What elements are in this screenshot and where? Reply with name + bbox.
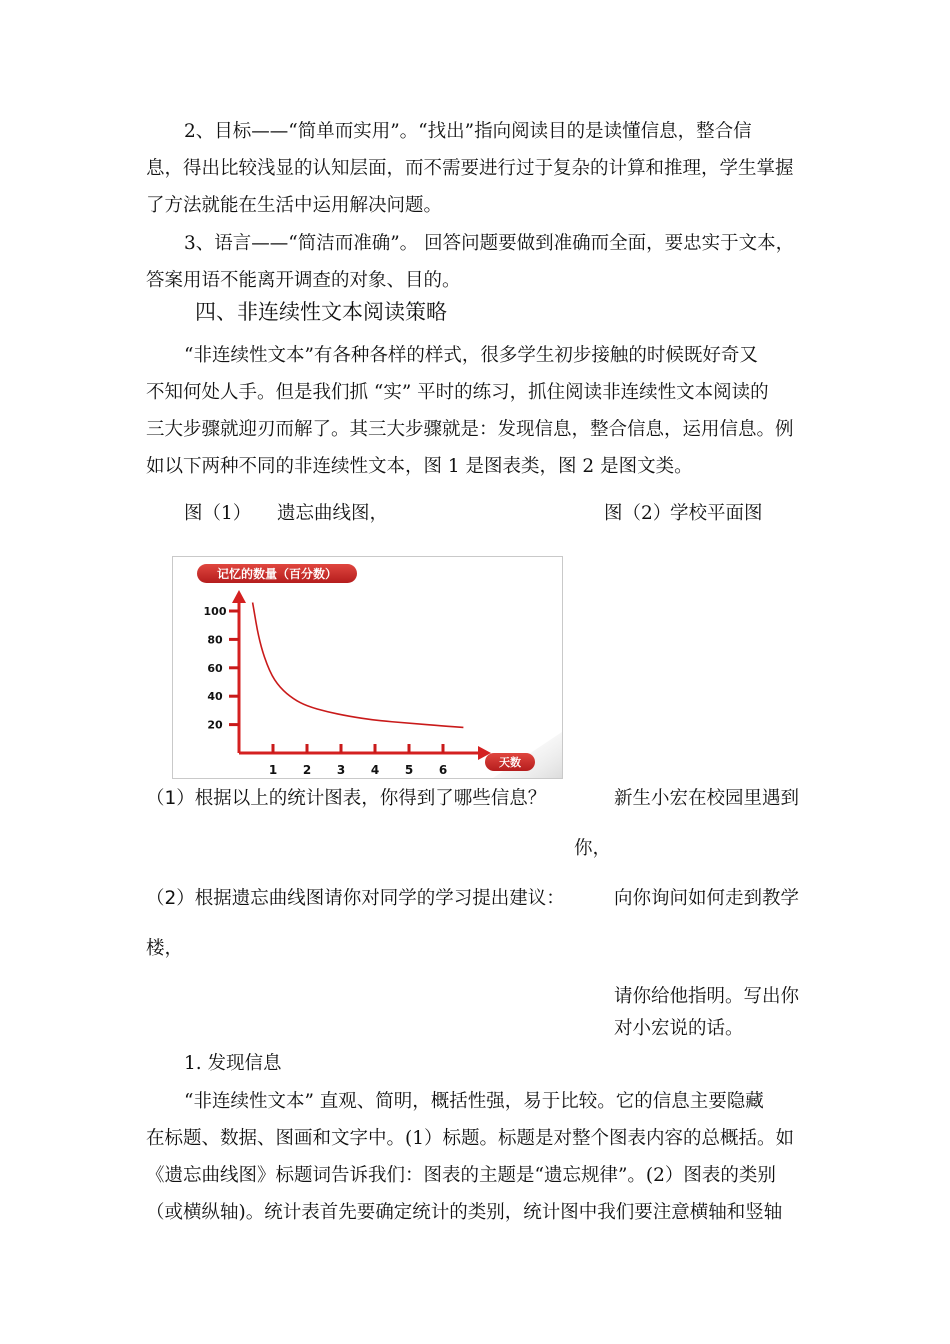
paragraph-intro-line: 如以下两种不同的非连续性文本，图 1 是图表类，图 2 是图文类。 (146, 456, 693, 477)
figure1-label: 图（1） (184, 503, 252, 524)
chart-svg (173, 557, 562, 778)
paragraph-discover-line: “非连续性文本” 直观、简明，概括性强，易于比较。它的信息主要隐藏 (184, 1091, 764, 1112)
y-tick-label: 100 (203, 605, 227, 618)
figure2-title: 学校平面图 (670, 503, 763, 524)
paragraph-intro-line: “非连续性文本”有各种各样的样式，很多学生初步接触的时候既好奇又 (184, 345, 758, 366)
paragraph-discover-line: 《遗忘曲线图》标题词告诉我们：图表的主题是“遗忘规律”。(2）图表的类别 (146, 1165, 776, 1186)
chart-title: 记忆的数量（百分数） (216, 567, 338, 581)
task-text-line: 向你询问如何走到教学 (614, 888, 800, 909)
question-2-continuation: 楼， (146, 938, 184, 959)
paragraph-goal-line: 2、目标——“简单而实用”。“找出”指向阅读目的是读懂信息，整合信 (184, 121, 752, 142)
paragraph-language-line: 答案用语不能离开调查的对象、目的。 (146, 270, 461, 291)
task-text-line: 请你给他指明。写出你 (614, 986, 800, 1007)
paragraph-intro-line: 不知何处人手。但是我们抓 “实” 平时的练习，抓住阅读非连续性文本阅读的 (146, 382, 769, 403)
subsection-title: 1. 发现信息 (184, 1053, 282, 1074)
task-text-line: 你， (574, 838, 612, 859)
y-axis-arrow (232, 590, 246, 603)
y-tick-label: 60 (207, 661, 223, 675)
x-tick-label: 5 (404, 763, 414, 777)
figure2-label: 图（2） (604, 503, 672, 524)
question-1: （1）根据以上的统计图表，你得到了哪些信息？ (146, 788, 547, 809)
task-text-line: 新生小宏在校园里遇到 (614, 788, 800, 809)
paragraph-goal-line: 了方法就能在生活中运用解决问题。 (146, 195, 443, 216)
figure1-title: 遗忘曲线图， (277, 503, 389, 524)
x-axis-label: 天数 (499, 756, 521, 769)
forgetting-curve-chart (172, 556, 563, 779)
forgetting-curve-line (253, 602, 464, 727)
paragraph-discover-line: 在标题、数据、图画和文字中。(1）标题。标题是对整个图表内容的总概括。如 (146, 1128, 794, 1149)
x-tick-label: 2 (302, 763, 312, 777)
task-text-line: 对小宏说的话。 (614, 1018, 744, 1039)
question-2: （2）根据遗忘曲线图请你对同学的学习提出建议： (146, 888, 565, 909)
paragraph-intro-line: 三大步骤就迎刃而解了。其三大步骤就是：发现信息，整合信息，运用信息。例 (146, 419, 794, 440)
y-tick-label: 40 (207, 690, 223, 704)
section-heading: 四、非连续性文本阅读策略 (195, 300, 447, 324)
paragraph-language-line: 3、语言——“简洁而准确”。 回答问题要做到准确而全面，要忠实于文本， (184, 233, 795, 254)
x-tick-label: 4 (370, 763, 380, 777)
paragraph-discover-line: （或横纵轴)。统计表首先要确定统计的类别，统计图中我们要注意横轴和竖轴 (146, 1202, 783, 1223)
y-tick-label: 80 (207, 633, 223, 647)
x-tick-label: 6 (438, 763, 448, 777)
y-tick-label: 20 (207, 718, 223, 732)
x-tick-label: 3 (336, 763, 346, 777)
paragraph-goal-line: 息，得出比较浅显的认知层面，而不需要进行过于复杂的计算和推理，学生掌握 (146, 158, 794, 179)
x-tick-label: 1 (268, 763, 278, 777)
